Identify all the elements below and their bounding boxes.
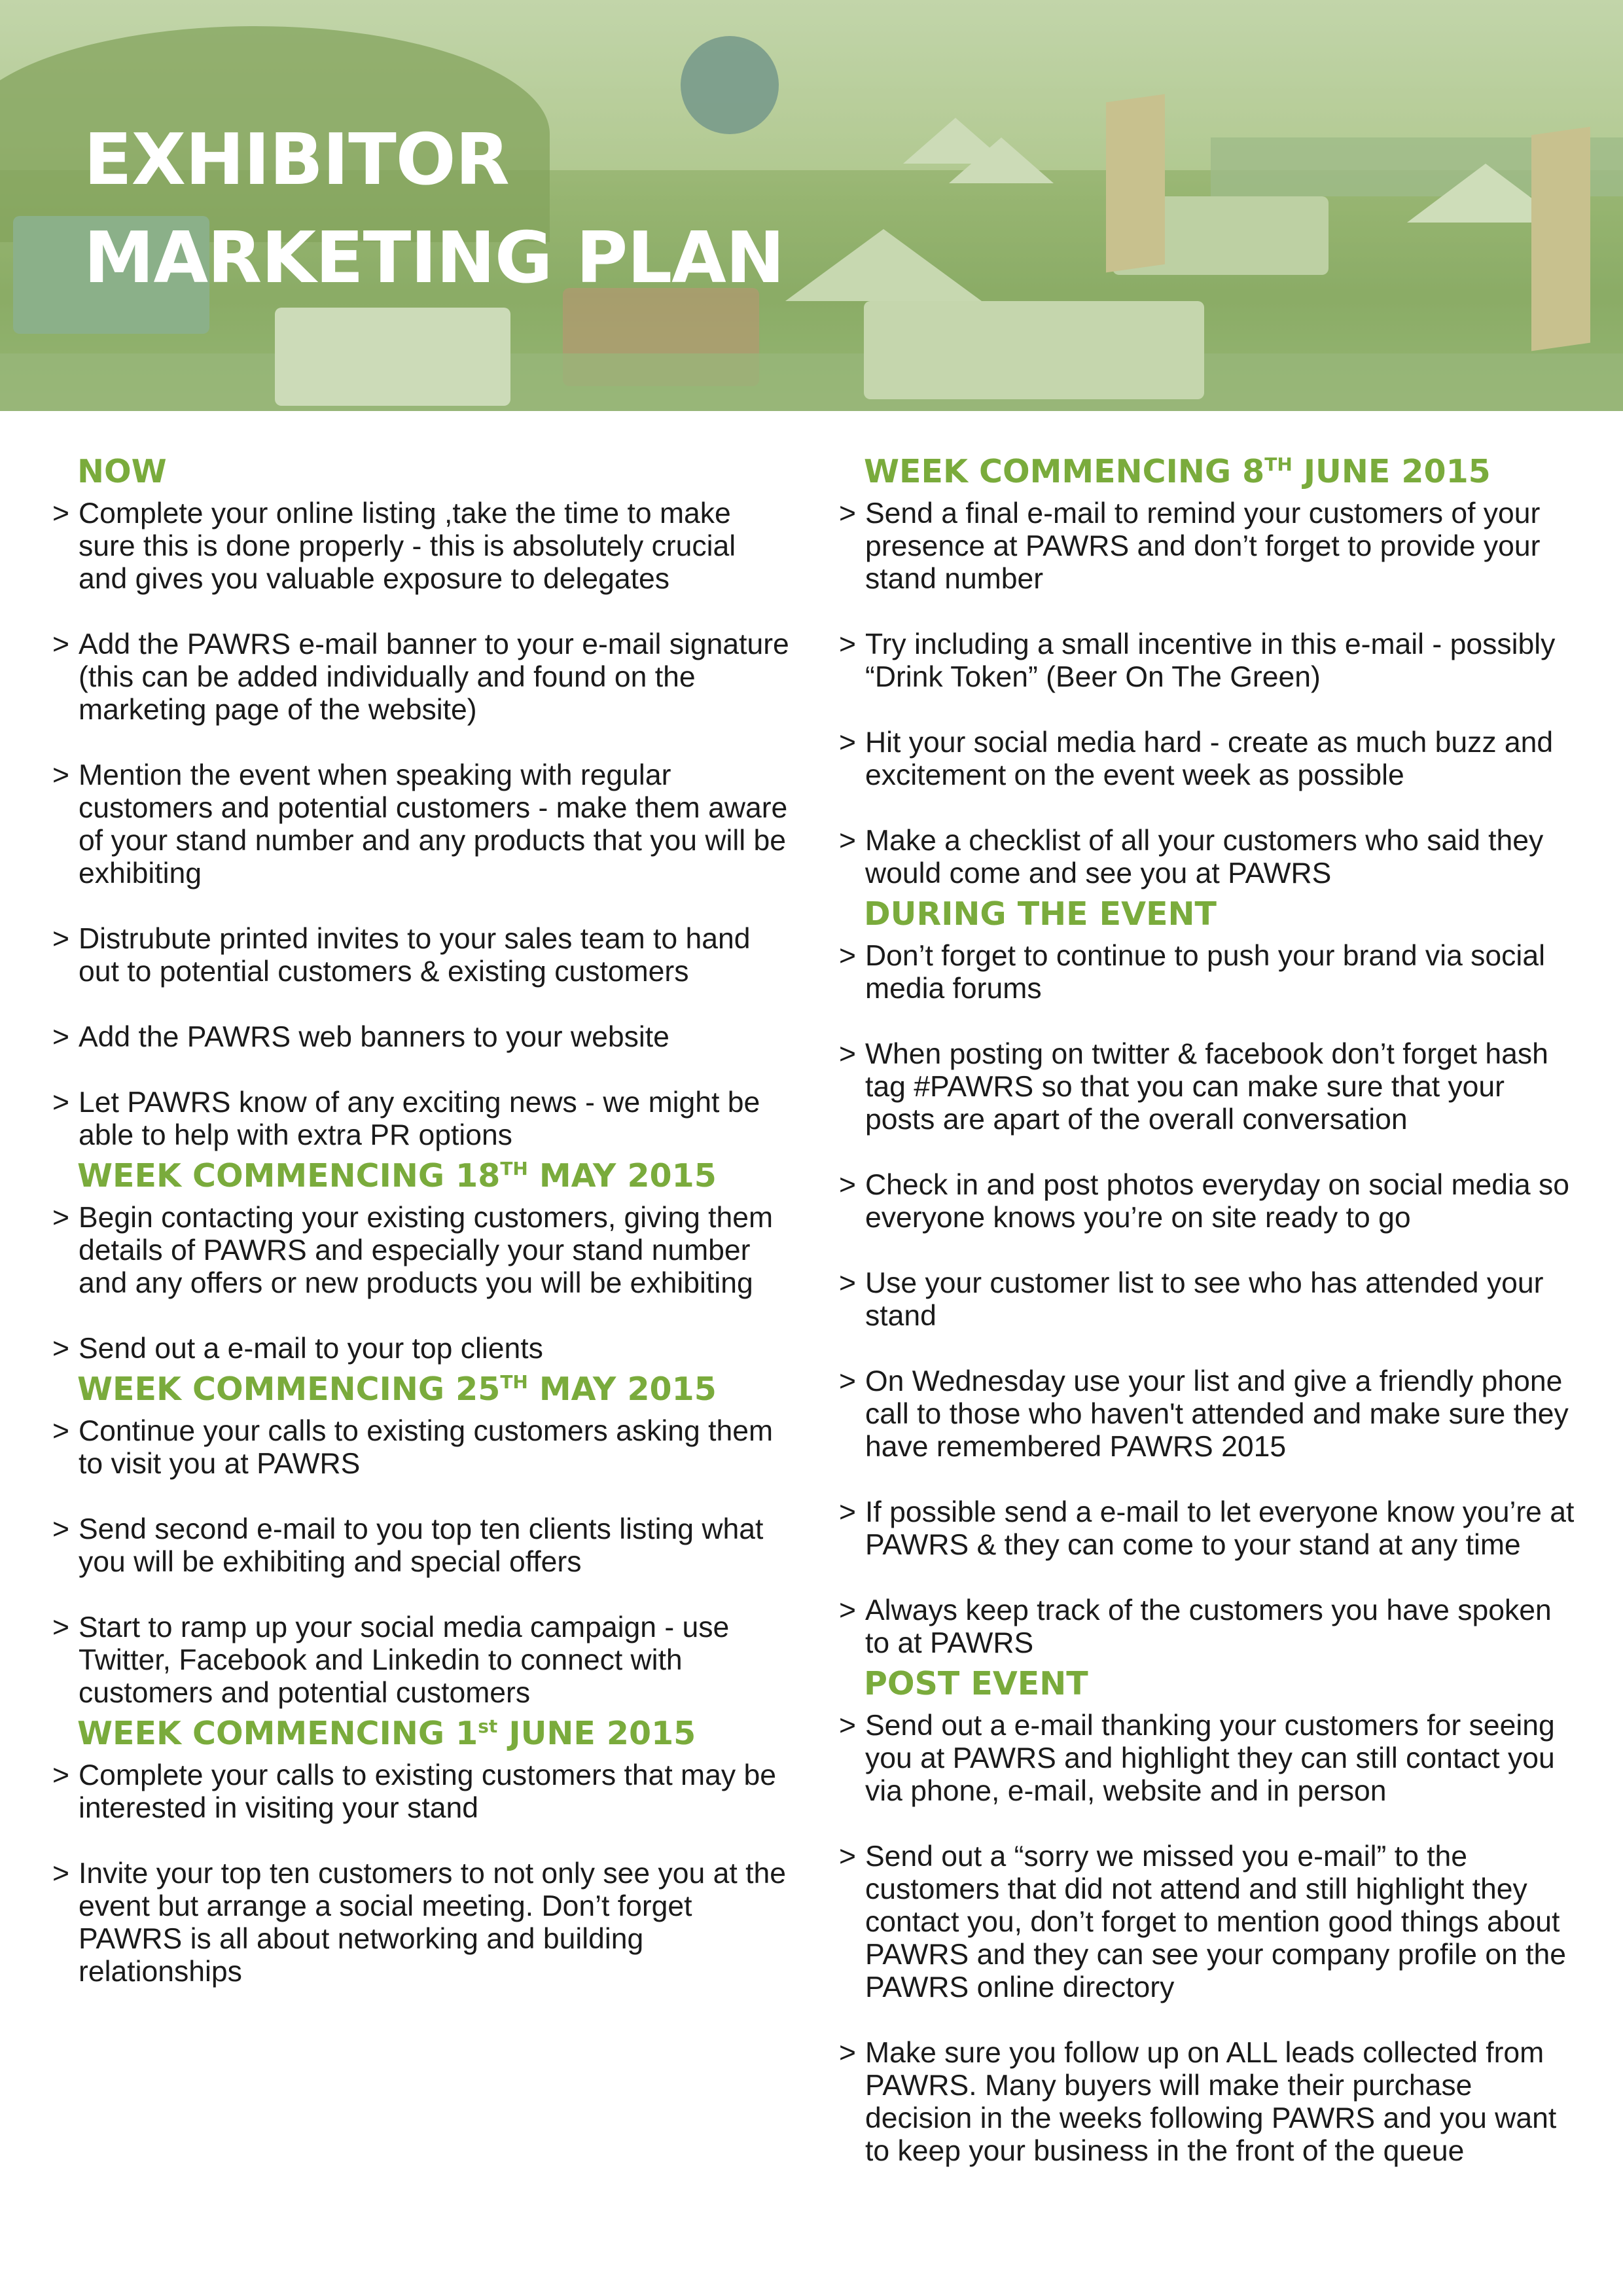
title-line-1: EXHIBITOR (84, 119, 509, 201)
title-text: MAY 2015 (527, 1157, 717, 1194)
title-superscript: TH (500, 1158, 528, 1179)
list-item: > Hit your social media hard - create as much buzz and excitement on the event week as possible (839, 726, 1578, 792)
bullet-list (52, 497, 792, 1152)
list-item: > Send a final e-mail to remind your customers of your presence at PAWRS and don’t forget to provide your stand number (839, 497, 1578, 596)
list-item: > Send out a e-mail thanking your customers for seeing you at PAWRS and highlight they can still contact you via phone, e-mail, website and in person (839, 1710, 1578, 1808)
list-item: > Distrubute printed invites to your sales team to hand out to potential customers & existing customers (52, 923, 792, 988)
bullet-list (52, 1415, 792, 1710)
list-item: > Invite your top ten customers to not only see you at the event but arrange a social meeting. Don’t forget PAWRS is all about networking and building relationships (52, 1857, 792, 1988)
list-item: > Make a checklist of all your customers who said they would come and see you at PAWRS (839, 825, 1578, 890)
list-item: > Mention the event when speaking with regular customers and potential customers - make them aware of your stand number and any products that you will be exhibiting (52, 759, 792, 890)
section-week-may-18 (52, 1157, 792, 1365)
title-superscript: TH (1264, 454, 1293, 475)
title-text: WEEK COMMENCING 1 (77, 1715, 478, 1752)
section-now (52, 453, 792, 1152)
list-item: > If possible send a e-mail to let everyone know you’re at PAWRS & they can come to your stand at any time (839, 1496, 1578, 1562)
list-item: > Always keep track of the customers you have spoken to at PAWRS (839, 1594, 1578, 1660)
section-week-may-25 (52, 1371, 792, 1710)
list-item: > Let PAWRS know of any exciting news - we might be able to help with extra PR options (52, 1086, 792, 1152)
section-title-during-event: DURING THE EVENT (864, 895, 1217, 933)
section-title-now: NOW (77, 453, 167, 490)
title-text: WEEK COMMENCING 25 (77, 1371, 501, 1408)
list-item: > Send out a “sorry we missed you e-mail” to the customers that did not attend and still highlight they contact you, don’t forget to mention good things about PAWRS and they can see your company profile on the PAWRS online directory (839, 1840, 1578, 2004)
list-item: > Try including a small incentive in this e-mail - possibly “Drink Token” (Beer On The Green) (839, 628, 1578, 694)
bullet-list (839, 497, 1578, 890)
left-column (52, 453, 792, 1994)
right-column (839, 453, 1578, 2173)
title-text: MAY 2015 (527, 1371, 717, 1408)
section-during-event (839, 895, 1578, 1660)
bullet-list (52, 1202, 792, 1365)
list-item: > When posting on twitter & facebook don’t forget hash tag #PAWRS so that you can make sure that your posts are apart of the overall conversation (839, 1038, 1578, 1136)
list-item: > Complete your calls to existing customers that may be interested in visiting your stand (52, 1759, 792, 1825)
bullet-list (839, 1710, 1578, 2168)
bullet-list (52, 1759, 792, 1988)
list-item: > Send out a e-mail to your top clients (52, 1333, 792, 1365)
list-item: > Use your customer list to see who has attended your stand (839, 1267, 1578, 1333)
list-item: > Don’t forget to continue to push your brand via social media forums (839, 940, 1578, 1005)
list-item: > Send second e-mail to you top ten clients listing what you will be exhibiting and special offers (52, 1513, 792, 1579)
section-week-june-8 (839, 453, 1578, 890)
bullet-list (839, 940, 1578, 1660)
list-item: > Complete your online listing ,take the time to make sure this is done properly - this is absolutely crucial and gives you valuable exposure to delegates (52, 497, 792, 596)
title-text: WEEK COMMENCING 8 (864, 453, 1265, 490)
list-item: > Check in and post photos everyday on social media so everyone knows you’re on site ready to go (839, 1169, 1578, 1234)
title-line-2: MARKETING PLAN (84, 217, 785, 299)
page-title (84, 111, 784, 308)
list-item: > Begin contacting your existing customers, giving them details of PAWRS and especially your stand number and any offers or new products you will be exhibiting (52, 1202, 792, 1300)
list-item: > On Wednesday use your list and give a friendly phone call to those who haven't attended and make sure they have remembered PAWRS 2015 (839, 1365, 1578, 1463)
section-title-june-8 (864, 453, 1578, 491)
list-item: > Start to ramp up your social media campaign - use Twitter, Facebook and Linkedin to connect with customers and potential customers (52, 1611, 792, 1710)
section-post-event (839, 1665, 1578, 2168)
list-item: > Make sure you follow up on ALL leads collected from PAWRS. Many buyers will make their purchase decision in the weeks following PAWRS and you want to keep your business in the front of the queue (839, 2037, 1578, 2168)
title-text: JUNE 2015 (1292, 453, 1491, 490)
list-item: > Add the PAWRS e-mail banner to your e-mail signature (this can be added individually and found on the marketing page of the website) (52, 628, 792, 726)
section-title-may-25 (77, 1371, 792, 1408)
title-text: JUNE 2015 (497, 1715, 696, 1752)
section-title-post-event: POST EVENT (864, 1665, 1088, 1702)
list-item: > Continue your calls to existing customers asking them to visit you at PAWRS (52, 1415, 792, 1480)
section-title-may-18 (77, 1157, 792, 1195)
list-item: > Add the PAWRS web banners to your website (52, 1021, 792, 1054)
title-text: WEEK COMMENCING 18 (77, 1157, 501, 1194)
title-superscript: TH (500, 1371, 528, 1393)
section-week-june-1 (52, 1715, 792, 1988)
section-title-june-1 (77, 1715, 792, 1753)
title-superscript: st (478, 1715, 498, 1737)
